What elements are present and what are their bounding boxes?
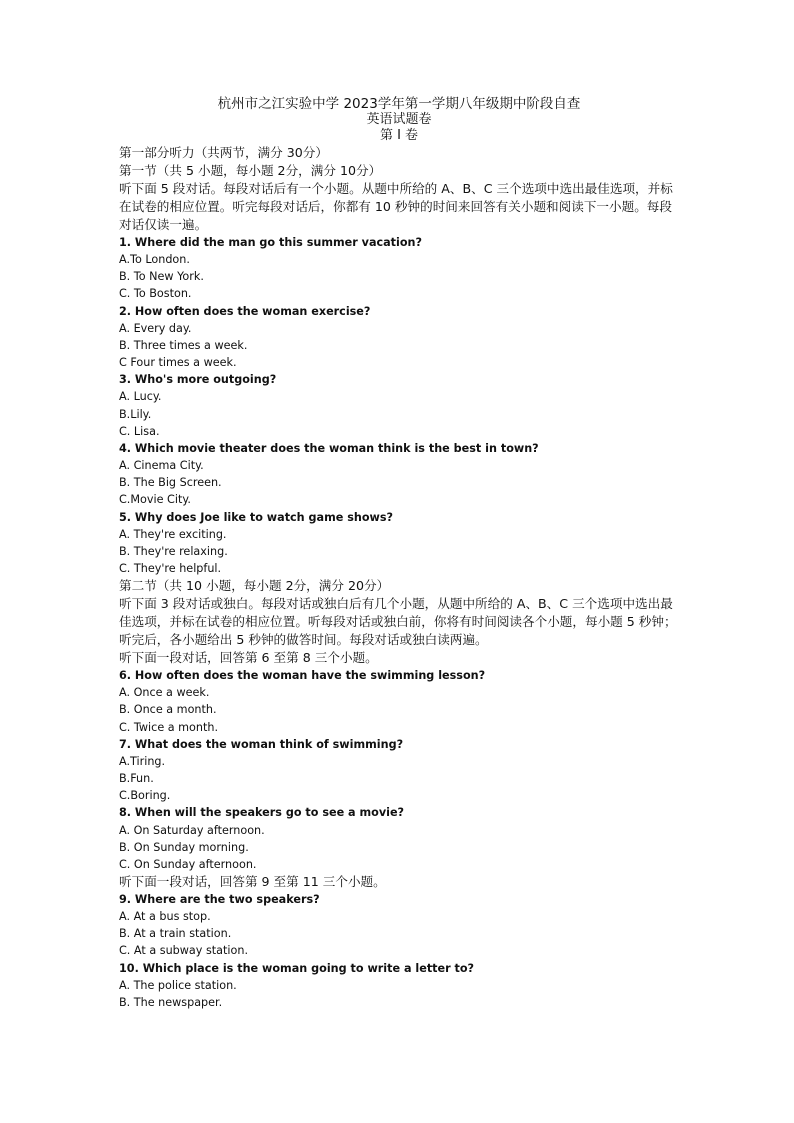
option-7a: A.Tiring. [119, 754, 166, 768]
option-5a: A. They're exciting. [119, 527, 227, 541]
option-2b: B. Three times a week. [119, 338, 248, 352]
group2-instruction: 听下面一段对话，回答第 9 至第 11 三个小题。 [119, 874, 386, 889]
exam-title: 杭州市之江实验中学 2023学年第一学期八年级期中阶段自查 [217, 96, 581, 112]
question-2: 2. How often does the woman exercise? [119, 304, 371, 318]
option-2a: A. Every day. [119, 321, 192, 335]
option-1a: A.To London. [119, 253, 190, 267]
option-1c: C. To Boston. [119, 287, 192, 301]
option-5c: C. They're helpful. [119, 561, 222, 575]
option-1b: B. To New York. [119, 270, 204, 284]
option-10b: B. The newspaper. [119, 995, 223, 1009]
exam-page [119, 96, 679, 1011]
option-8b: B. On Sunday morning. [119, 840, 249, 854]
section2-heading: 第二节（共 10 小题，每小题 2分，满分 20分） [119, 578, 390, 594]
option-9a: A. At a bus stop. [119, 910, 211, 924]
option-10a: A. The police station. [119, 978, 237, 992]
part1-heading: 第一部分听力（共两节，满分 30分） [119, 145, 328, 160]
option-4b: B. The Big Screen. [119, 476, 222, 490]
question-9: 9. Where are the two speakers? [119, 893, 320, 906]
question-4: 4. Which movie theater does the woman think is the best in town? [119, 441, 539, 455]
option-9c: C. At a subway station. [119, 944, 248, 958]
section1-instructions: 听下面 5 段对话。每段对话后有一个小题。从题中所给的 A、B、C 三个选项中选出最佳选项，并标在试卷的相应位置。听完每段对话后，你都有 10 秒钟的时间来回答有关小题和阅读下一小题。每段对话仅读一遍。 [119, 181, 673, 232]
option-8c: C. On Sunday afternoon. [119, 857, 257, 871]
option-4c: C.Movie City. [119, 493, 191, 507]
question-7: 7. What does the woman think of swimming? [119, 737, 404, 751]
section2-instructions: 听下面 3 段对话或独白。每段对话或独白后有几个小题，从题中所给的 A、B、C 三个选项中选出最佳选项，并标在试卷的相应位置。听每段对话或独白前，你将有时间阅读各个小题，每小题 5 秒钟；听完后，各小题给出 5 秒钟的做答时间。每段对话或独白读两遍。 [119, 596, 677, 648]
option-7c: C.Boring. [119, 789, 171, 803]
option-3b: B.Lily. [119, 407, 152, 421]
group1-instruction: 听下面一段对话，回答第 6 至第 8 三个小题。 [119, 650, 378, 666]
section1-heading: 第一节（共 5 小题，每小题 2分，满分 10分） [119, 163, 382, 178]
option-3c: C. Lisa. [119, 424, 160, 438]
option-5b: B. They're relaxing. [119, 544, 228, 558]
option-6b: B. Once a month. [119, 703, 217, 717]
option-9b: B. At a train station. [119, 927, 232, 941]
option-4a: A. Cinema City. [119, 459, 204, 473]
option-3a: A. Lucy. [119, 390, 162, 404]
question-10: 10. Which place is the woman going to write a letter to? [119, 961, 475, 975]
option-6c: C. Twice a month. [119, 720, 219, 734]
volume-label: 第 I 卷 [379, 128, 419, 143]
question-8: 8. When will the speakers go to see a movie? [119, 806, 405, 820]
exam-subtitle: 英语试题卷 [366, 112, 432, 127]
option-7b: B.Fun. [119, 772, 154, 786]
question-1: 1. Where did the man go this summer vacation? [119, 236, 423, 249]
question-3: 3. Who's more outgoing? [119, 373, 277, 387]
question-5: 5. Why does Joe like to watch game shows? [119, 510, 394, 524]
option-8a: A. On Saturday afternoon. [119, 823, 265, 837]
question-6: 6. How often does the woman have the swimming lesson? [119, 669, 486, 683]
option-2c: C Four times a week. [119, 356, 237, 370]
option-6a: A. Once a week. [119, 686, 210, 700]
